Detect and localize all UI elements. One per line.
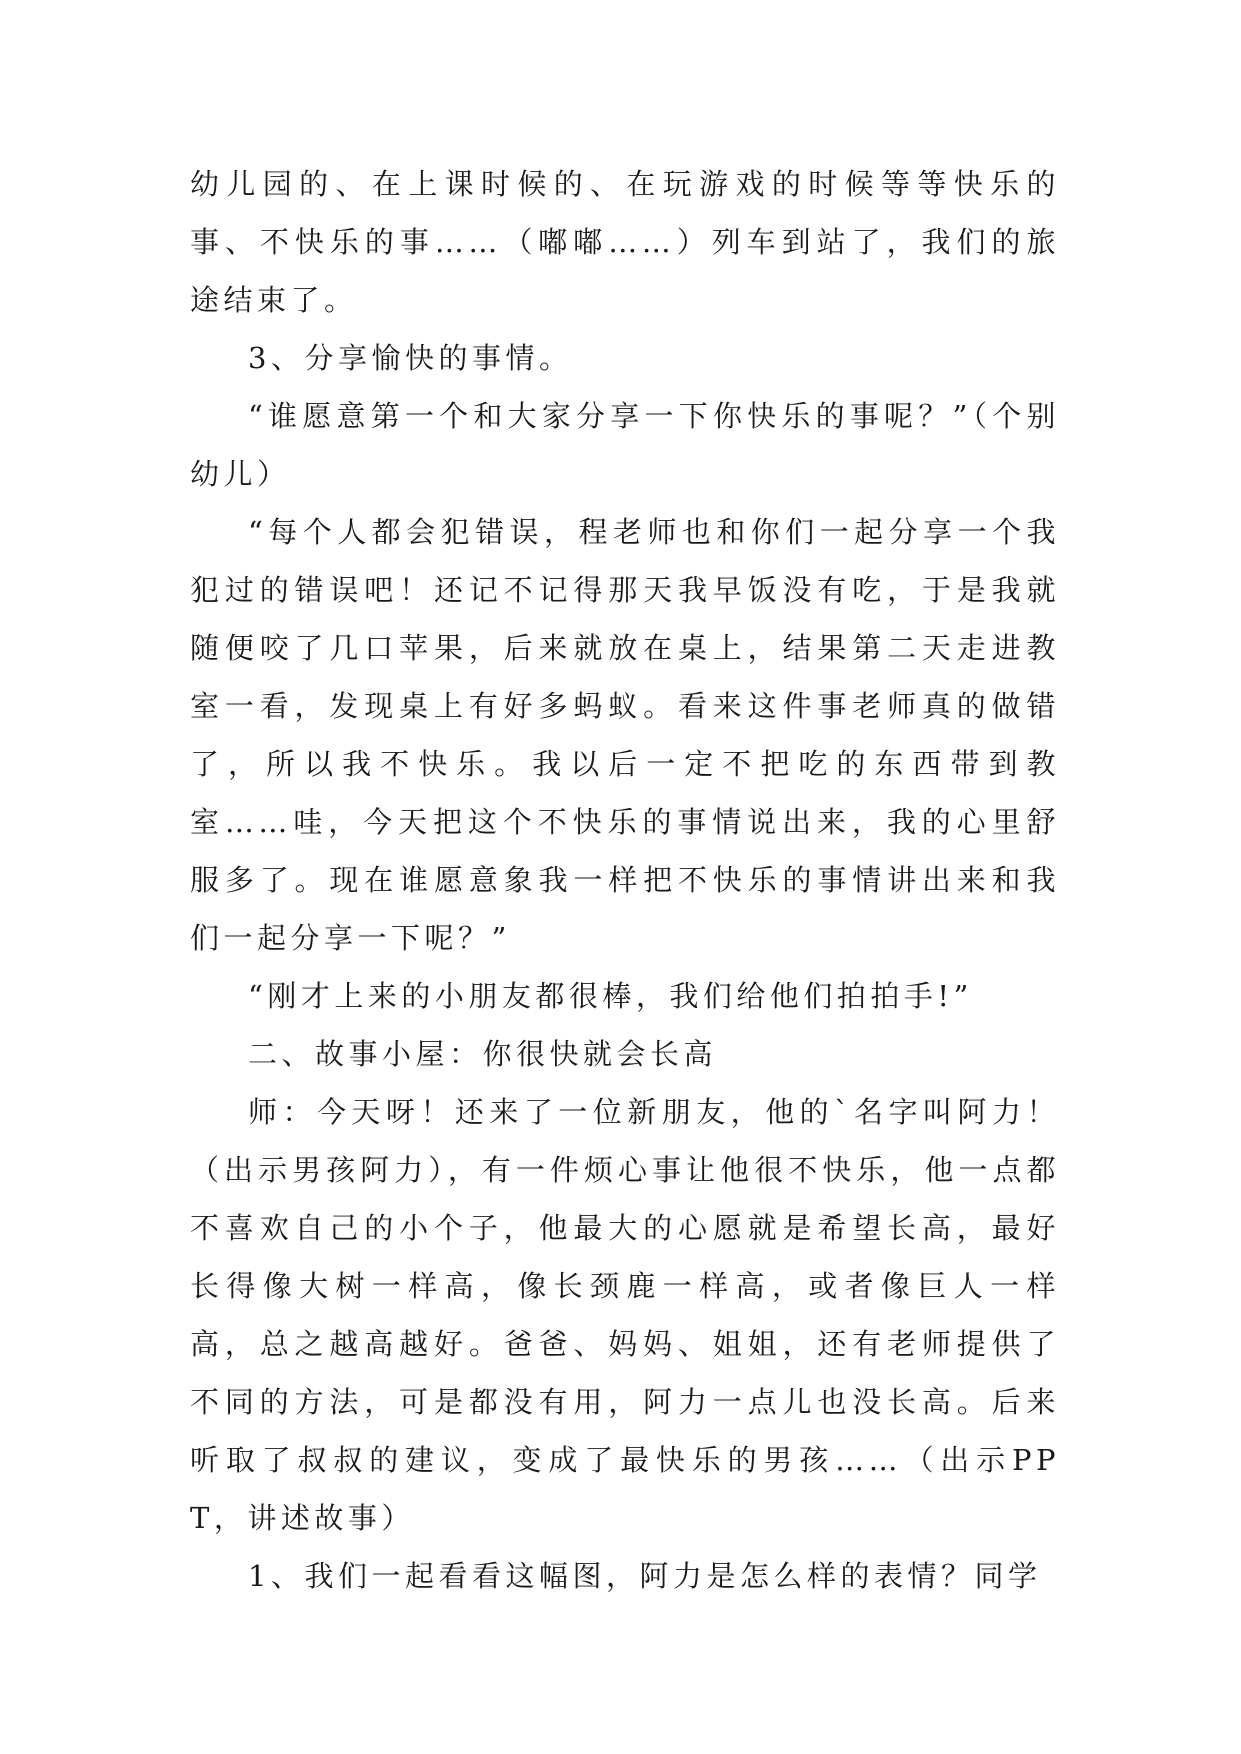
paragraph: 幼儿园的、在上课时候的、在玩游戏的时候等等快乐的事、不快乐的事……（嘟嘟……）列车到站了，我们的旅途结束了。 — [190, 167, 1060, 317]
paragraph: 师：今天呀！还来了一位新朋友，他的`名字叫阿力！（出示男孩阿力），有一件烦心事让他很不快乐，他一点都不喜欢自己的小个子，他最大的心愿就是希望长高，最好长得像大树一样高，像长颈鹿一样高，或者像巨人一样高，总之越高越好。爸爸、妈妈、姐姐，还有老师提供了不同的方法，可是都没有用，阿力一点儿也没长高。后来听取了叔叔的建议，变成了最快乐的男孩……（出示PPT，讲述故事） — [190, 1095, 1060, 1535]
section-heading: 二、故事小屋：你很快就会长高 — [248, 1037, 718, 1071]
paragraph: “每个人都会犯错误，程老师也和你们一起分享一个我犯过的错误吧！还记不记得那天我早饭没有吃，于是我就随便咬了几口苹果，后来就放在桌上，结果第二天走进教室一看，发现桌上有好多蚂蚁。看来这件事老师真的做错了，所以我不快乐。我以后一定不把吃的东西带到教室……哇，今天把这个不快乐的事情说出来，我的心里舒服多了。现在谁愿意象我一样把不快乐的事情讲出来和我们一起分享一下呢？” — [190, 515, 1060, 955]
section-item-heading: 3、分享愉快的事情。 — [248, 341, 573, 375]
paragraph: “刚才上来的小朋友都很棒，我们给他们拍拍手!” — [248, 979, 973, 1013]
document-body — [190, 155, 1060, 1605]
paragraph: “谁愿意第一个和大家分享一下你快乐的事呢？”（个别幼儿） — [190, 399, 1060, 491]
paragraph: 1、我们一起看看这幅图，阿力是怎么样的表情？同学 — [248, 1559, 1042, 1593]
